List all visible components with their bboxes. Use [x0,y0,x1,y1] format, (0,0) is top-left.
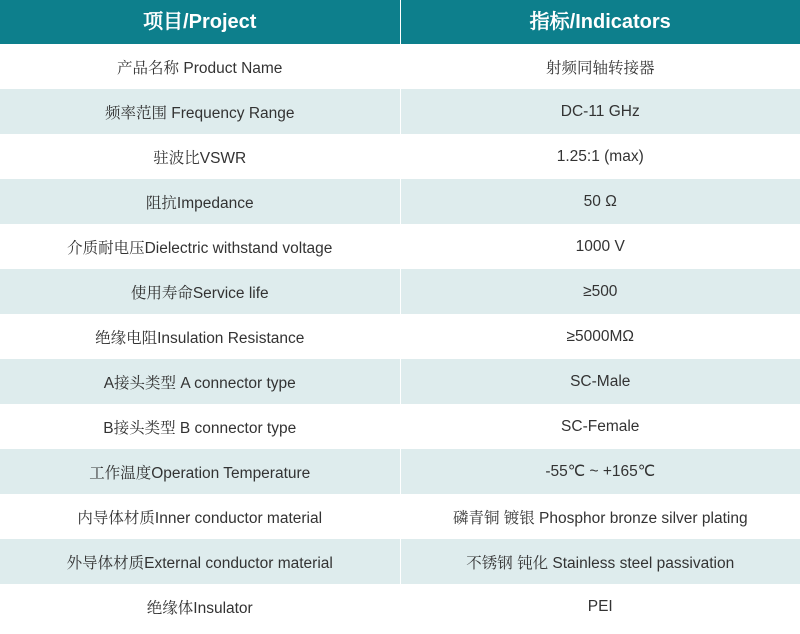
column-header-project: 项目/Project [0,0,400,44]
table-row [0,134,800,179]
cell-indicator: 50 Ω [400,179,800,224]
cell-indicator: SC-Male [400,359,800,404]
cell-indicator: ≥5000MΩ [400,314,800,359]
table-row [0,89,800,134]
cell-indicator: 射频同轴转接器 [400,44,800,89]
cell-project: 产品名称 Product Name [0,44,400,89]
cell-project: 使用寿命Service life [0,269,400,314]
cell-project: 工作温度Operation Temperature [0,449,400,494]
cell-project: 绝缘电阻Insulation Resistance [0,314,400,359]
table-row [0,404,800,449]
table-header [0,0,800,44]
cell-indicator: DC-11 GHz [400,89,800,134]
table-row [0,44,800,89]
table-row [0,449,800,494]
table-row [0,494,800,539]
column-header-indicators: 指标/Indicators [400,0,800,44]
table-row [0,584,800,629]
table-header-row [0,0,800,44]
cell-indicator: -55℃ ~ +165℃ [400,449,800,494]
table-row [0,314,800,359]
table-row [0,269,800,314]
table-row [0,359,800,404]
cell-indicator: SC-Female [400,404,800,449]
cell-indicator: ≥500 [400,269,800,314]
cell-indicator: 1.25:1 (max) [400,134,800,179]
table-row [0,539,800,584]
cell-project: 频率范围 Frequency Range [0,89,400,134]
cell-indicator: 1000 V [400,224,800,269]
table-row [0,224,800,269]
cell-project: 外导体材质External conductor material [0,539,400,584]
cell-indicator: 不锈钢 钝化 Stainless steel passivation [400,539,800,584]
cell-project: A接头类型 A connector type [0,359,400,404]
cell-project: 绝缘体Insulator [0,584,400,629]
table-body [0,44,800,629]
cell-project: 阻抗Impedance [0,179,400,224]
cell-indicator: PEI [400,584,800,629]
cell-project: 介质耐电压Dielectric withstand voltage [0,224,400,269]
cell-project: 驻波比VSWR [0,134,400,179]
cell-project: 内导体材质Inner conductor material [0,494,400,539]
cell-project: B接头类型 B connector type [0,404,400,449]
table-row [0,179,800,224]
cell-indicator: 磷青铜 镀银 Phosphor bronze silver plating [400,494,800,539]
